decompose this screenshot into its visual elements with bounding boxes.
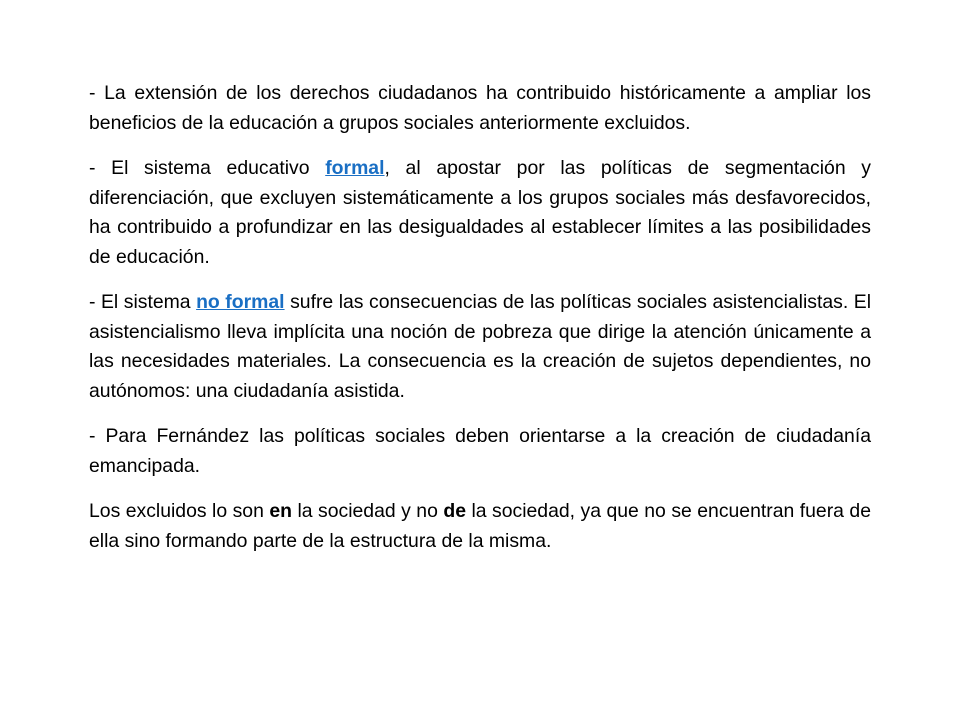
paragraph-text-part2: la sociedad y no bbox=[292, 500, 444, 522]
paragraph-text: - La extensión de los derechos ciudadanos ha contribuido históricamente a ampliar los beneficios de la educación a grupos sociales anteriormente excluidos. bbox=[89, 82, 871, 134]
paragraph-text-before: - El sistema bbox=[89, 291, 197, 313]
paragraph-citizenship-rights bbox=[89, 79, 871, 138]
paragraph-text-after: , al apostar por las políticas de segmentación y diferenciación, que excluyen sistemáticamente a los grupos sociales más desfavorecidos, ha contribuido a profundizar en las desigualdades al establecer límites a las posibilidades de educación. bbox=[89, 157, 871, 268]
text-body bbox=[89, 79, 871, 572]
paragraph-text-before: - El sistema educativo bbox=[89, 157, 326, 179]
link-no-formal[interactable]: no formal bbox=[196, 291, 285, 313]
link-formal[interactable]: formal bbox=[325, 157, 385, 179]
paragraph-text-after: sufre las consecuencias de las políticas sociales asistencialistas. El asistencialismo lleva implícita una noción de pobreza que dirige la atención únicamente a las necesidades materiales. La consecuencia es la creación de sujetos dependientes, no autónomos: una ciudadanía asistida. bbox=[89, 291, 872, 402]
paragraph-text: - Para Fernández las políticas sociales deben orientarse a la creación de ciudadanía emancipada. bbox=[89, 425, 871, 477]
paragraph-text-part1: Los excluidos lo son bbox=[89, 500, 270, 522]
paragraph-formal-system bbox=[89, 154, 871, 272]
paragraph-fernandez bbox=[89, 422, 871, 481]
paragraph-non-formal-system bbox=[89, 288, 871, 406]
paragraph-text-part3: la sociedad, ya que no se encuentran fuera de ella sino formando parte de la estructura de la misma. bbox=[89, 500, 872, 552]
emphasis-de: de bbox=[443, 500, 466, 522]
emphasis-en: en bbox=[269, 500, 292, 522]
paragraph-excluded bbox=[89, 497, 871, 556]
